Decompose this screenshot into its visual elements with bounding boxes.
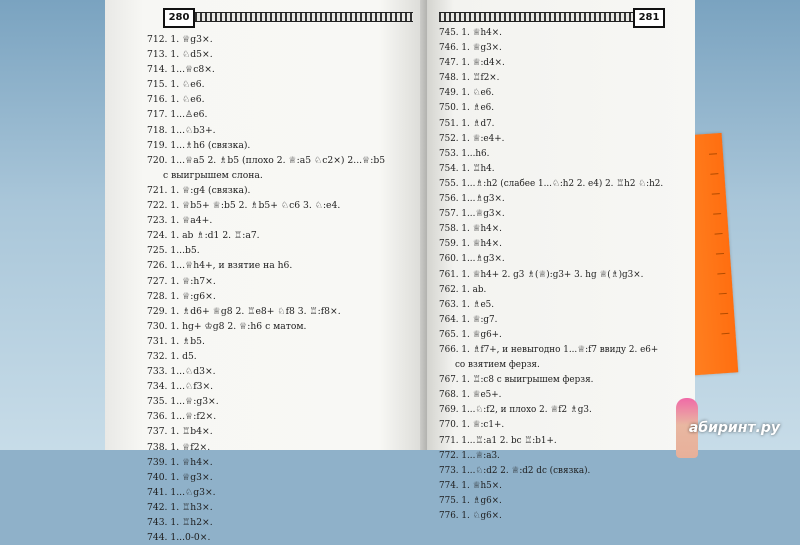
solution-line: 712. 1. ♕g3×. (147, 34, 213, 45)
solution-line: 763. 1. ♗e5. (439, 299, 495, 310)
solution-line: 754. 1. ♖h4. (439, 163, 495, 174)
solution-line: 765. 1. ♕g6+. (439, 329, 502, 340)
solution-line: 741. 1...♘g3×. (147, 486, 216, 498)
solution-line: 729. 1. ♗d6+ ♕g8 2. ♖e8+ ♘f8 3. ♖:f8×. (147, 305, 341, 317)
solution-line: 721. 1. ♕:g4 (связка). (147, 184, 251, 196)
solution-line: 755. 1...♗:h2 (слабее 1...♘:h2 2. e4) 2. ♖h2 ♘:h2. (439, 178, 664, 189)
solution-line: 748. 1. ♖f2×. (439, 73, 500, 84)
solution-line: 714. 1...♕c8×. (147, 64, 215, 76)
solution-line: 773. 1...♘:d2 2. ♕:d2 dc (связка). (439, 465, 591, 476)
solutions-list (439, 26, 663, 524)
solution-line: 731. 1. ♗b5. (147, 335, 205, 347)
decorative-border (195, 12, 413, 22)
solution-line: 751. 1. ♗d7. (439, 118, 495, 129)
page-number: 280 (163, 8, 195, 28)
solution-line: 735. 1...♕:g3×. (147, 396, 219, 408)
solution-line: 718. 1...♘b3+. (147, 124, 216, 136)
solution-line: 756. 1...♗g3×. (439, 194, 505, 205)
left-page-header (163, 8, 413, 26)
solution-line: 762. 1. ab. (439, 284, 487, 295)
solution-line: 770. 1. ♕:c1+. (439, 420, 505, 431)
solution-line: 771. 1...♖:a1 2. bc ♖:b1+. (439, 435, 557, 446)
solution-line: 725. 1...b5. (147, 245, 200, 257)
solution-line: 768. 1. ♕e5+. (439, 390, 502, 401)
solution-line: 716. 1. ♘e6. (147, 94, 205, 106)
solution-line: 739. 1. ♕h4×. (147, 456, 213, 468)
right-page-header (439, 8, 665, 26)
solution-line: 736. 1...♕:f2×. (147, 411, 217, 423)
solution-line: 759. 1. ♕h4×. (439, 239, 502, 250)
solution-line: 722. 1. ♕b5+ ♕:b5 2. ♗b5+ ♘c6 3. ♘:e4. (147, 200, 341, 212)
solution-line: 733. 1...♘d3×. (147, 366, 216, 378)
solution-line: 744. 1...0-0×. (147, 532, 211, 544)
solution-line: 742. 1. ♖h3×. (147, 501, 213, 513)
solution-line: 769. 1...♘:f2, и плохо 2. ♕f2 ♗g3. (439, 405, 592, 416)
solution-line: 719. 1...♗h6 (связка). (147, 139, 251, 151)
solution-line: 730. 1. hg+ ♔g8 2. ♕:h6 с матом. (147, 320, 307, 332)
solution-line: 738. 1. ♕f2×. (147, 441, 211, 453)
page-number: 281 (633, 8, 665, 28)
solution-line: 713. 1. ♘d5×. (147, 49, 213, 61)
solution-line: 726. 1...♕h4+, и взятие на h6. (147, 260, 293, 272)
solution-line: 717. 1...♙e6. (147, 109, 208, 121)
solution-line: 743. 1. ♖h2×. (147, 517, 213, 528)
solution-line: 752. 1. ♕:e4+. (439, 133, 505, 144)
decorative-border (439, 12, 633, 22)
solution-line: 715. 1. ♘e6. (147, 79, 205, 91)
solution-line: 750. 1. ♗e6. (439, 103, 495, 114)
solution-line: 776. 1. ♘g6×. (439, 511, 502, 521)
solution-line: 766. 1. ♗f7+, и невыгодно 1...♕:f7 ввиду 2. e6+ (439, 344, 659, 355)
solution-line: 728. 1. ♕:g6×. (147, 290, 216, 302)
watermark-text: абиринт.ру (688, 420, 780, 436)
solution-line: 757. 1...♕g3×. (439, 209, 505, 220)
solution-line: 775. 1. ♗g6×. (439, 495, 502, 506)
solution-line: 761. 1. ♕h4+ 2. g3 ♗(♕):g3+ 3. hg ♕(♗)g3×. (439, 269, 644, 280)
solution-line: 734. 1...♘f3×. (147, 381, 214, 393)
solutions-list (147, 32, 385, 545)
solution-line: 724. 1. ab ♗:d1 2. ♖:a7. (147, 230, 260, 242)
solution-line: 774. 1. ♕h5×. (439, 480, 502, 491)
right-page (427, 0, 695, 521)
solution-line: 764. 1. ♕:g7. (439, 314, 498, 325)
solution-line: с выигрышем слона. (163, 169, 263, 181)
left-page (105, 0, 427, 544)
solution-line: 760. 1...♗g3×. (439, 254, 505, 265)
solution-line: 740. 1. ♕g3×. (147, 471, 213, 483)
solution-line: 737. 1. ♖b4×. (147, 426, 213, 438)
solution-line: 745. 1. ♕h4×. (439, 28, 502, 38)
solution-line: 732. 1. d5. (147, 350, 197, 362)
solution-line: со взятием ферзя. (455, 360, 540, 371)
solution-line: 723. 1. ♕a4+. (147, 215, 213, 227)
solution-line: 720. 1...♕a5 2. ♗b5 (плохо 2. ♕:a5 ♘c2×) 2...♕:b5 (147, 154, 386, 166)
solution-line: 767. 1. ♖:c8 с выигрышем ферзя. (439, 375, 594, 386)
solution-line: 727. 1. ♕:h7×. (147, 275, 216, 287)
solution-line: 749. 1. ♘e6. (439, 88, 495, 99)
solution-line: 753. 1...h6. (439, 148, 490, 159)
solution-line: 746. 1. ♕g3×. (439, 43, 502, 54)
solution-line: 747. 1. ♕:d4×. (439, 58, 505, 69)
solution-line: 772. 1...♕:a3. (439, 450, 500, 461)
solution-line: 758. 1. ♕h4×. (439, 224, 502, 235)
